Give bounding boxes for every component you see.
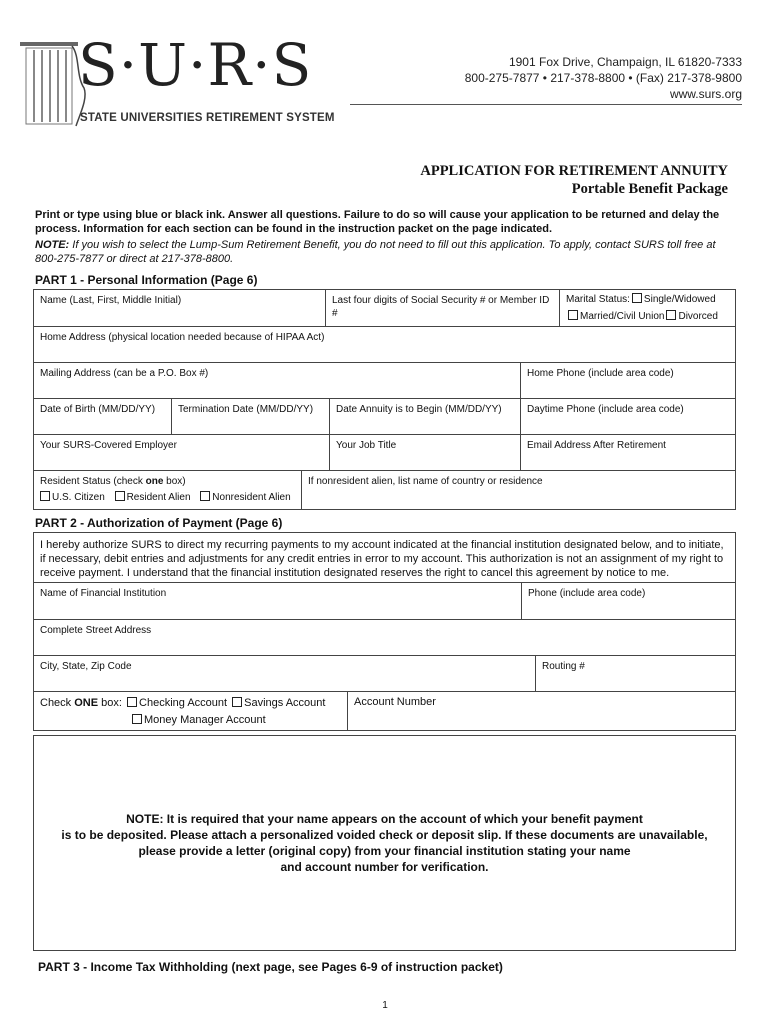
annuity-begin-field[interactable]	[330, 399, 521, 434]
deposit-note-text	[34, 811, 735, 875]
note-label: NOTE:	[35, 239, 70, 251]
employer-field[interactable]	[34, 435, 330, 470]
street-row	[34, 620, 735, 656]
form-title: APPLICATION FOR RETIREMENT ANNUITY	[420, 163, 728, 179]
dob-label: Date of Birth (MM/DD/YY)	[40, 404, 156, 415]
deposit-note-line2: is to be deposited. Please attach a personalized voided check or deposit slip. If these documents are unavailable,	[61, 828, 708, 842]
institution-phone-label: Phone (include area code)	[528, 588, 646, 599]
annuity-begin-label: Date Annuity is to Begin (MM/DD/YY)	[336, 404, 502, 415]
dates-row	[34, 399, 735, 435]
authorization-row	[34, 533, 735, 583]
org-name: STATE UNIVERSITIES RETIREMENT SYSTEM	[80, 112, 335, 124]
instructions: Print or type using blue or black ink. Answer all questions. Failure to do so will cause your application to be returned and delay the process. Information for each section can be found in the instruction packet on the page indicated.	[35, 209, 720, 235]
ssn-label: Last four digits of Social Security # or Member ID #	[332, 295, 550, 319]
account-type	[34, 692, 348, 730]
nonresident-alien-option: Nonresident Alien	[212, 492, 291, 503]
header-divider	[350, 104, 742, 105]
home-address-field[interactable]	[34, 327, 735, 362]
single-checkbox[interactable]	[632, 293, 642, 303]
us-citizen-checkbox[interactable]	[40, 491, 50, 501]
institution-label: Name of Financial Institution	[40, 588, 167, 599]
us-citizen-option: U.S. Citizen	[52, 492, 105, 503]
city-state-zip-label: City, State, Zip Code	[40, 661, 132, 672]
deposit-note-line1: NOTE: It is required that your name appears on the account of which your benefit payment	[126, 812, 643, 826]
marital-label: Marital Status:	[566, 294, 630, 305]
check-label-post: box:	[98, 697, 122, 709]
phone-line: 800-275-7877 • 217-378-8800 • (Fax) 217-378-9800	[464, 71, 742, 85]
institution-row	[34, 583, 735, 620]
part2-table	[33, 532, 736, 731]
city-state-zip-field[interactable]	[34, 656, 536, 691]
married-checkbox[interactable]	[568, 310, 578, 320]
termination-date-field[interactable]	[172, 399, 330, 434]
home-address-label: Home Address (physical location needed because of HIPAA Act)	[40, 332, 325, 343]
home-address-row	[34, 327, 735, 363]
checking-checkbox[interactable]	[127, 697, 137, 707]
check-label-bold: ONE	[74, 697, 99, 709]
city-row	[34, 656, 735, 692]
part3-heading: PART 3 - Income Tax Withholding (next page, see Pages 6-9 of instruction packet)	[38, 960, 503, 974]
street-label: Complete Street Address	[40, 625, 152, 636]
surs-wordmark: S·U·R·S	[78, 31, 313, 99]
lump-sum-note	[35, 238, 735, 266]
part2-heading: PART 2 - Authorization of Payment (Page 6)	[35, 516, 283, 530]
page-number: 1	[382, 1000, 388, 1011]
name-label: Name (Last, First, Middle Initial)	[40, 295, 182, 306]
mailing-row	[34, 363, 735, 399]
deposit-note-line4: and account number for verification.	[280, 860, 489, 874]
nonresident-country-label: If nonresident alien, list name of country or residence	[308, 476, 543, 487]
ssn-field[interactable]	[326, 290, 560, 326]
savings-checkbox[interactable]	[232, 697, 242, 707]
part1-heading: PART 1 - Personal Information (Page 6)	[35, 273, 258, 287]
job-title-field[interactable]	[330, 435, 521, 470]
name-row	[34, 290, 735, 327]
home-phone-field[interactable]	[521, 363, 735, 398]
address-line: 1901 Fox Drive, Champaign, IL 61820-7333	[508, 55, 742, 69]
daytime-phone-field[interactable]	[521, 399, 735, 434]
savings-option: Savings Account	[244, 697, 326, 709]
mailing-address-field[interactable]	[34, 363, 521, 398]
account-number-label: Account Number	[354, 696, 436, 708]
money-manager-checkbox[interactable]	[132, 714, 142, 724]
employer-row	[34, 435, 735, 471]
institution-field[interactable]	[34, 583, 522, 619]
job-title-label: Your Job Title	[336, 440, 397, 451]
resident-label-bold: one	[145, 476, 164, 487]
routing-label: Routing #	[542, 661, 585, 672]
website-link[interactable]: www.surs.org	[669, 87, 742, 101]
marital-status	[560, 290, 735, 326]
resident-row	[34, 471, 735, 509]
routing-field[interactable]	[536, 656, 735, 691]
account-row	[34, 692, 735, 730]
resident-alien-option: Resident Alien	[126, 492, 191, 503]
deposit-note-box	[33, 735, 736, 951]
money-manager-option: Money Manager Account	[144, 714, 266, 726]
single-option: Single/Widowed	[643, 294, 716, 305]
divorced-option: Divorced	[678, 311, 718, 322]
email-field[interactable]	[521, 435, 735, 470]
divorced-checkbox[interactable]	[666, 310, 676, 320]
resident-alien-checkbox[interactable]	[115, 491, 125, 501]
deposit-note-line3: please provide a letter (original copy) from your financial institution stating your name	[138, 844, 631, 858]
authorization-text: I hereby authorize SURS to direct my recurring payments to my account indicated at the financial institution designated below, and to initiate, if necessary, debit entries and adjustments for any credit entries in error to my account. This authorization is not an assignment of my right to receive payment. I understand that the financial institution designated reserves the right to cancel this agreement by notice to me.	[40, 539, 724, 579]
resident-label-pre: Resident Status (check	[40, 476, 146, 487]
mailing-address-label: Mailing Address (can be a P.O. Box #)	[40, 368, 209, 379]
account-number-field[interactable]	[348, 692, 735, 730]
nonresident-alien-checkbox[interactable]	[200, 491, 210, 501]
married-option: Married/Civil Union	[580, 311, 665, 322]
name-field[interactable]	[34, 290, 326, 326]
check-label-pre: Check	[40, 697, 75, 709]
form-subtitle: Portable Benefit Package	[571, 181, 728, 197]
resident-label-post: box)	[163, 476, 186, 487]
note-text: If you wish to select the Lump-Sum Retirement Benefit, you do not need to fill out this application. To apply, contact SURS toll free at 800-275-7877 or direct at 217-378-8800.	[35, 239, 716, 265]
dob-field[interactable]	[34, 399, 172, 434]
street-field[interactable]	[34, 620, 735, 655]
nonresident-country-field[interactable]	[302, 471, 735, 509]
contact-block	[465, 54, 742, 102]
termination-date-label: Termination Date (MM/DD/YY)	[178, 404, 314, 415]
resident-status	[34, 471, 302, 509]
daytime-phone-label: Daytime Phone (include area code)	[527, 404, 684, 415]
employer-label: Your SURS-Covered Employer	[40, 440, 177, 451]
email-label: Email Address After Retirement	[527, 440, 666, 451]
institution-phone-field[interactable]	[522, 583, 735, 619]
checking-option: Checking Account	[139, 697, 228, 709]
part1-table	[33, 289, 736, 510]
home-phone-label: Home Phone (include area code)	[527, 368, 674, 379]
